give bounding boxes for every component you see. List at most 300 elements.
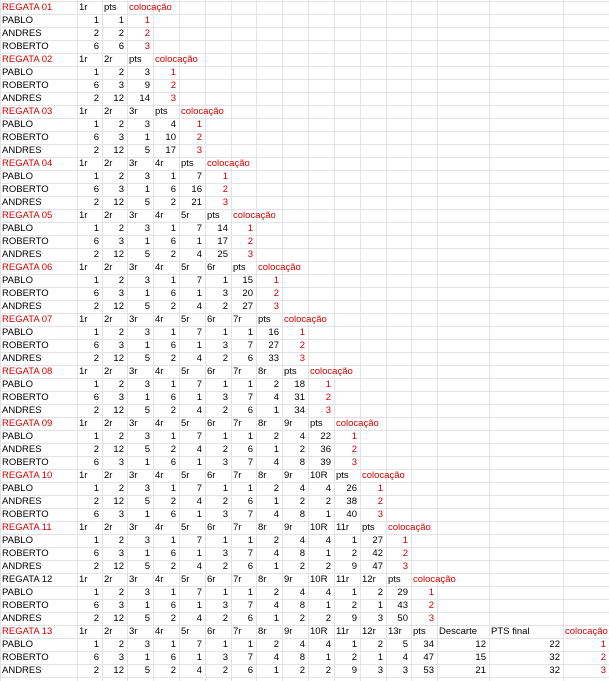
sailor-name-cell[interactable]: ROBERTO: [2, 132, 49, 143]
score-cell[interactable]: 8: [299, 509, 305, 520]
score-cell[interactable]: 1: [144, 457, 150, 468]
score-cell[interactable]: 27: [242, 301, 253, 312]
score-cell[interactable]: 3: [144, 223, 150, 234]
column-header-cell[interactable]: 3r: [129, 314, 138, 325]
score-cell[interactable]: 6: [247, 444, 253, 455]
column-header-cell[interactable]: 11r: [336, 574, 350, 585]
score-cell[interactable]: 6: [93, 236, 99, 247]
score-cell[interactable]: 5: [144, 444, 150, 455]
column-header-cell[interactable]: 6r: [207, 522, 216, 533]
placement-cell[interactable]: 2: [299, 340, 305, 351]
score-cell[interactable]: 7: [196, 327, 202, 338]
score-cell[interactable]: 3: [222, 509, 228, 520]
column-header-cell[interactable]: colocação: [155, 54, 198, 65]
sailor-name-cell[interactable]: PABLO: [2, 379, 33, 390]
column-header-cell[interactable]: 1r: [79, 158, 88, 169]
column-header-cell[interactable]: 1r: [79, 366, 88, 377]
sailor-name-cell[interactable]: ROBERTO: [2, 548, 49, 559]
score-cell[interactable]: 1: [273, 561, 279, 572]
score-cell[interactable]: 1: [196, 340, 202, 351]
score-cell[interactable]: 8: [299, 548, 305, 559]
score-cell[interactable]: 2: [118, 223, 124, 234]
column-header-cell[interactable]: colocação: [362, 470, 405, 481]
score-cell[interactable]: 18: [294, 379, 305, 390]
sailor-name-cell[interactable]: ROBERTO: [2, 652, 49, 663]
placement-cell[interactable]: 2: [377, 496, 383, 507]
score-cell[interactable]: 12: [113, 405, 124, 416]
column-header-cell[interactable]: 7r: [233, 366, 242, 377]
column-header-cell[interactable]: 8r: [258, 626, 267, 637]
score-cell[interactable]: 2: [170, 444, 176, 455]
column-header-cell[interactable]: 9r: [284, 626, 293, 637]
column-header-cell[interactable]: 3r: [129, 210, 138, 221]
score-cell[interactable]: 7: [247, 509, 253, 520]
score-cell[interactable]: 38: [346, 496, 357, 507]
column-header-cell[interactable]: 10R: [310, 470, 328, 481]
score-cell[interactable]: 5: [144, 353, 150, 364]
score-cell[interactable]: 1: [325, 600, 331, 611]
sailor-name-cell[interactable]: PABLO: [2, 483, 33, 494]
score-cell[interactable]: 1: [93, 535, 99, 546]
score-cell[interactable]: 6: [170, 236, 176, 247]
column-header-cell[interactable]: 4r: [155, 262, 164, 273]
score-cell[interactable]: 1: [377, 652, 383, 663]
regata-title-cell[interactable]: REGATA 04: [2, 158, 53, 169]
score-cell[interactable]: 2: [93, 405, 99, 416]
score-cell[interactable]: 12: [113, 301, 124, 312]
score-cell[interactable]: 1: [144, 548, 150, 559]
sailor-name-cell[interactable]: ANDRES: [2, 665, 42, 676]
score-cell[interactable]: 2: [325, 496, 331, 507]
score-cell[interactable]: 2: [377, 587, 383, 598]
column-header-cell[interactable]: 1r: [79, 54, 88, 65]
score-cell[interactable]: 16: [268, 327, 279, 338]
score-cell[interactable]: 2: [222, 561, 228, 572]
score-cell[interactable]: 5: [144, 145, 150, 156]
column-header-cell[interactable]: 12r: [362, 574, 376, 585]
score-cell[interactable]: 3: [144, 119, 150, 130]
score-cell[interactable]: 3: [144, 327, 150, 338]
score-cell[interactable]: 2: [118, 327, 124, 338]
regata-title-cell[interactable]: REGATA 07: [2, 314, 53, 325]
score-cell[interactable]: 5: [144, 496, 150, 507]
column-header-cell[interactable]: PTS final: [491, 626, 530, 637]
score-cell[interactable]: 3: [377, 665, 383, 676]
score-cell[interactable]: 2: [93, 145, 99, 156]
column-header-cell[interactable]: 6r: [207, 262, 216, 273]
column-header-cell[interactable]: pts: [129, 54, 142, 65]
score-cell[interactable]: 5: [144, 197, 150, 208]
score-cell[interactable]: 12: [475, 639, 486, 650]
score-cell[interactable]: 2: [118, 67, 124, 78]
placement-cell[interactable]: 1: [196, 119, 202, 130]
column-header-cell[interactable]: colocação: [565, 626, 608, 637]
placement-cell[interactable]: 2: [351, 444, 357, 455]
column-header-cell[interactable]: pts: [388, 574, 401, 585]
score-cell[interactable]: 3: [222, 392, 228, 403]
column-header-cell[interactable]: 7r: [233, 418, 242, 429]
score-cell[interactable]: 5: [144, 665, 150, 676]
regata-title-cell[interactable]: REGATA 11: [2, 522, 52, 533]
score-cell[interactable]: 6: [93, 509, 99, 520]
column-header-cell[interactable]: colocação: [310, 366, 353, 377]
score-cell[interactable]: 1: [144, 184, 150, 195]
score-cell[interactable]: 1: [144, 132, 150, 143]
score-cell[interactable]: 4: [273, 600, 279, 611]
score-cell[interactable]: 2: [118, 119, 124, 130]
score-cell[interactable]: 1: [93, 223, 99, 234]
column-header-cell[interactable]: colocação: [413, 574, 456, 585]
sailor-name-cell[interactable]: ROBERTO: [2, 80, 49, 91]
score-cell[interactable]: 2: [273, 379, 279, 390]
column-header-cell[interactable]: 10R: [310, 574, 328, 585]
score-cell[interactable]: 6: [93, 548, 99, 559]
regata-title-cell[interactable]: REGATA 13: [2, 626, 53, 637]
placement-cell[interactable]: 2: [247, 236, 253, 247]
column-header-cell[interactable]: 1r: [79, 2, 88, 13]
score-cell[interactable]: 6: [170, 340, 176, 351]
score-cell[interactable]: 2: [351, 548, 357, 559]
score-cell[interactable]: 2: [222, 665, 228, 676]
column-header-cell[interactable]: 7r: [233, 574, 242, 585]
score-cell[interactable]: 7: [196, 535, 202, 546]
sailor-name-cell[interactable]: ROBERTO: [2, 184, 49, 195]
placement-cell[interactable]: 3: [247, 249, 253, 260]
column-header-cell[interactable]: 2r: [104, 210, 113, 221]
sailor-name-cell[interactable]: ANDRES: [2, 613, 42, 624]
column-header-cell[interactable]: pts: [336, 470, 349, 481]
score-cell[interactable]: 36: [320, 444, 331, 455]
score-cell[interactable]: 1: [144, 288, 150, 299]
score-cell[interactable]: 1: [170, 275, 176, 286]
score-cell[interactable]: 1: [222, 379, 228, 390]
column-header-cell[interactable]: 1r: [79, 106, 88, 117]
score-cell[interactable]: 2: [299, 665, 305, 676]
placement-cell[interactable]: 1: [247, 223, 253, 234]
sailor-name-cell[interactable]: PABLO: [2, 431, 33, 442]
score-cell[interactable]: 4: [325, 535, 331, 546]
score-cell[interactable]: 2: [118, 379, 124, 390]
score-cell[interactable]: 1: [351, 587, 357, 598]
regata-title-cell[interactable]: REGATA 06: [2, 262, 53, 273]
column-header-cell[interactable]: 6r: [207, 366, 216, 377]
score-cell[interactable]: 4: [196, 613, 202, 624]
column-header-cell[interactable]: 4r: [155, 314, 164, 325]
column-header-cell[interactable]: pts: [362, 522, 375, 533]
score-cell[interactable]: 4: [299, 483, 305, 494]
score-cell[interactable]: 2: [118, 171, 124, 182]
column-header-cell[interactable]: 8r: [258, 522, 267, 533]
score-cell[interactable]: 3: [222, 457, 228, 468]
column-header-cell[interactable]: 8r: [258, 470, 267, 481]
score-cell[interactable]: 7: [247, 340, 253, 351]
score-cell[interactable]: 1: [196, 392, 202, 403]
score-cell[interactable]: 6: [93, 80, 99, 91]
score-cell[interactable]: 6: [93, 457, 99, 468]
column-header-cell[interactable]: 3r: [129, 626, 138, 637]
column-header-cell[interactable]: 2r: [104, 314, 113, 325]
score-cell[interactable]: 2: [299, 613, 305, 624]
score-cell[interactable]: 2: [93, 561, 99, 572]
column-header-cell[interactable]: 9r: [284, 418, 293, 429]
score-cell[interactable]: 43: [397, 600, 408, 611]
sailor-name-cell[interactable]: PABLO: [2, 639, 33, 650]
score-cell[interactable]: 4: [196, 561, 202, 572]
score-cell[interactable]: 2: [170, 249, 176, 260]
score-cell[interactable]: 1: [170, 327, 176, 338]
score-cell[interactable]: 3: [222, 652, 228, 663]
placement-cell[interactable]: 3: [299, 353, 305, 364]
column-header-cell[interactable]: 11r: [336, 522, 350, 533]
score-cell[interactable]: 6: [93, 600, 99, 611]
score-cell[interactable]: 4: [402, 652, 408, 663]
score-cell[interactable]: 22: [549, 639, 560, 650]
score-cell[interactable]: 1: [196, 652, 202, 663]
score-cell[interactable]: 2: [118, 431, 124, 442]
score-cell[interactable]: 1: [247, 431, 253, 442]
placement-cell[interactable]: 1: [273, 275, 279, 286]
score-cell[interactable]: 15: [475, 652, 486, 663]
score-cell[interactable]: 3: [144, 639, 150, 650]
score-cell[interactable]: 7: [196, 379, 202, 390]
score-cell[interactable]: 6: [247, 561, 253, 572]
placement-cell[interactable]: 1: [299, 327, 305, 338]
column-header-cell[interactable]: 3r: [129, 366, 138, 377]
column-header-cell[interactable]: 5r: [181, 262, 190, 273]
score-cell[interactable]: 34: [294, 405, 305, 416]
score-cell[interactable]: 7: [196, 639, 202, 650]
score-cell[interactable]: 4: [196, 249, 202, 260]
column-header-cell[interactable]: 4r: [155, 366, 164, 377]
score-cell[interactable]: 1: [273, 613, 279, 624]
column-header-cell[interactable]: pts: [233, 262, 246, 273]
score-cell[interactable]: 1: [196, 509, 202, 520]
score-cell[interactable]: 2: [118, 483, 124, 494]
score-cell[interactable]: 1: [377, 600, 383, 611]
column-header-cell[interactable]: 7r: [233, 626, 242, 637]
score-cell[interactable]: 21: [475, 665, 486, 676]
score-cell[interactable]: 2: [170, 496, 176, 507]
score-cell[interactable]: 3: [402, 665, 408, 676]
score-cell[interactable]: 2: [118, 587, 124, 598]
score-cell[interactable]: 16: [191, 184, 202, 195]
sailor-name-cell[interactable]: ANDRES: [2, 405, 42, 416]
column-header-cell[interactable]: 4r: [155, 210, 164, 221]
score-cell[interactable]: 1: [170, 379, 176, 390]
column-header-cell[interactable]: 3r: [129, 418, 138, 429]
sailor-name-cell[interactable]: PABLO: [2, 535, 33, 546]
placement-cell[interactable]: 3: [377, 509, 383, 520]
score-cell[interactable]: 3: [144, 67, 150, 78]
score-cell[interactable]: 3: [144, 275, 150, 286]
score-cell[interactable]: 3: [118, 184, 124, 195]
score-cell[interactable]: 2: [93, 197, 99, 208]
score-cell[interactable]: 1: [325, 509, 331, 520]
sailor-name-cell[interactable]: ANDRES: [2, 197, 42, 208]
score-cell[interactable]: 1: [93, 171, 99, 182]
score-cell[interactable]: 2: [325, 665, 331, 676]
column-header-cell[interactable]: 1r: [79, 210, 88, 221]
score-cell[interactable]: 7: [247, 548, 253, 559]
score-cell[interactable]: 4: [196, 353, 202, 364]
score-cell[interactable]: 2: [222, 353, 228, 364]
score-cell[interactable]: 42: [372, 548, 383, 559]
score-cell[interactable]: 1: [144, 340, 150, 351]
sailor-name-cell[interactable]: PABLO: [2, 275, 33, 286]
score-cell[interactable]: 3: [118, 652, 124, 663]
score-cell[interactable]: 6: [93, 652, 99, 663]
score-cell[interactable]: 6: [93, 184, 99, 195]
score-cell[interactable]: 2: [93, 444, 99, 455]
score-cell[interactable]: 2: [351, 652, 357, 663]
score-cell[interactable]: 2: [93, 665, 99, 676]
score-cell[interactable]: 7: [247, 457, 253, 468]
regata-title-cell[interactable]: REGATA 01: [2, 2, 53, 13]
score-cell[interactable]: 2: [377, 639, 383, 650]
score-cell[interactable]: 3: [118, 80, 124, 91]
column-header-cell[interactable]: 1r: [79, 522, 88, 533]
score-cell[interactable]: 2: [170, 301, 176, 312]
score-cell[interactable]: 2: [273, 483, 279, 494]
column-header-cell[interactable]: 5r: [181, 626, 190, 637]
score-cell[interactable]: 2: [222, 405, 228, 416]
score-cell[interactable]: 1: [273, 665, 279, 676]
column-header-cell[interactable]: 3r: [129, 470, 138, 481]
column-header-cell[interactable]: 9r: [284, 574, 293, 585]
score-cell[interactable]: 25: [217, 249, 228, 260]
placement-cell[interactable]: 1: [600, 639, 606, 650]
score-cell[interactable]: 6: [170, 184, 176, 195]
regata-title-cell[interactable]: REGATA 10: [2, 470, 53, 481]
column-header-cell[interactable]: 12r: [362, 626, 376, 637]
score-cell[interactable]: 47: [423, 652, 434, 663]
score-cell[interactable]: 12: [113, 197, 124, 208]
score-cell[interactable]: 12: [113, 249, 124, 260]
column-header-cell[interactable]: 2r: [104, 54, 113, 65]
column-header-cell[interactable]: 1r: [79, 314, 88, 325]
column-header-cell[interactable]: 2r: [104, 626, 113, 637]
column-header-cell[interactable]: 1r: [79, 418, 88, 429]
column-header-cell[interactable]: pts: [207, 210, 220, 221]
sailor-name-cell[interactable]: PABLO: [2, 327, 33, 338]
score-cell[interactable]: 6: [93, 392, 99, 403]
placement-cell[interactable]: 2: [144, 28, 150, 39]
sailor-name-cell[interactable]: PABLO: [2, 171, 33, 182]
sailor-name-cell[interactable]: ROBERTO: [2, 457, 49, 468]
score-cell[interactable]: 3: [144, 587, 150, 598]
column-header-cell[interactable]: colocação: [129, 2, 172, 13]
score-cell[interactable]: 21: [191, 197, 202, 208]
score-cell[interactable]: 5: [144, 405, 150, 416]
column-header-cell[interactable]: 1r: [79, 574, 88, 585]
column-header-cell[interactable]: pts: [413, 626, 426, 637]
score-cell[interactable]: 8: [299, 652, 305, 663]
placement-cell[interactable]: 3: [600, 665, 606, 676]
score-cell[interactable]: 8: [299, 600, 305, 611]
score-cell[interactable]: 3: [222, 288, 228, 299]
placement-cell[interactable]: 1: [222, 171, 228, 182]
score-cell[interactable]: 2: [93, 28, 99, 39]
score-cell[interactable]: 33: [268, 353, 279, 364]
score-cell[interactable]: 6: [93, 132, 99, 143]
score-cell[interactable]: 12: [113, 93, 124, 104]
score-cell[interactable]: 1: [196, 600, 202, 611]
score-cell[interactable]: 1: [170, 431, 176, 442]
score-cell[interactable]: 1: [222, 431, 228, 442]
score-cell[interactable]: 4: [273, 457, 279, 468]
score-cell[interactable]: 1: [170, 587, 176, 598]
score-cell[interactable]: 2: [93, 301, 99, 312]
column-header-cell[interactable]: 5r: [181, 470, 190, 481]
score-cell[interactable]: 4: [299, 587, 305, 598]
score-cell[interactable]: 3: [222, 600, 228, 611]
column-header-cell[interactable]: 5r: [181, 418, 190, 429]
column-header-cell[interactable]: 1r: [79, 626, 88, 637]
score-cell[interactable]: 1: [273, 496, 279, 507]
score-cell[interactable]: 1: [273, 444, 279, 455]
score-cell[interactable]: 12: [113, 496, 124, 507]
score-cell[interactable]: 3: [118, 548, 124, 559]
score-cell[interactable]: 1: [144, 236, 150, 247]
column-header-cell[interactable]: 7r: [233, 314, 242, 325]
score-cell[interactable]: 22: [320, 431, 331, 442]
score-cell[interactable]: 27: [372, 535, 383, 546]
column-header-cell[interactable]: 4r: [155, 158, 164, 169]
column-header-cell[interactable]: colocação: [284, 314, 327, 325]
sailor-name-cell[interactable]: ROBERTO: [2, 41, 49, 52]
column-header-cell[interactable]: 5r: [181, 522, 190, 533]
score-cell[interactable]: 6: [247, 665, 253, 676]
sailor-name-cell[interactable]: ANDRES: [2, 145, 42, 156]
score-cell[interactable]: 1: [222, 587, 228, 598]
score-cell[interactable]: 8: [299, 457, 305, 468]
column-header-cell[interactable]: 4r: [155, 418, 164, 429]
sailor-name-cell[interactable]: PABLO: [2, 587, 33, 598]
column-header-cell[interactable]: 7r: [233, 522, 242, 533]
score-cell[interactable]: 1: [247, 587, 253, 598]
score-cell[interactable]: 32: [549, 665, 560, 676]
column-header-cell[interactable]: 3r: [129, 106, 138, 117]
score-cell[interactable]: 1: [93, 483, 99, 494]
score-cell[interactable]: 4: [273, 392, 279, 403]
column-header-cell[interactable]: 3r: [129, 158, 138, 169]
column-header-cell[interactable]: pts: [310, 418, 323, 429]
score-cell[interactable]: 4: [273, 652, 279, 663]
score-cell[interactable]: 2: [325, 613, 331, 624]
score-cell[interactable]: 32: [549, 652, 560, 663]
placement-cell[interactable]: 2: [402, 548, 408, 559]
score-cell[interactable]: 2: [170, 665, 176, 676]
score-cell[interactable]: 31: [294, 392, 305, 403]
column-header-cell[interactable]: 9r: [284, 522, 293, 533]
score-cell[interactable]: 7: [196, 483, 202, 494]
sailor-name-cell[interactable]: PABLO: [2, 223, 33, 234]
score-cell[interactable]: 7: [196, 275, 202, 286]
score-cell[interactable]: 10: [165, 132, 176, 143]
score-cell[interactable]: 1: [222, 327, 228, 338]
column-header-cell[interactable]: 10R: [310, 626, 328, 637]
score-cell[interactable]: 5: [144, 249, 150, 260]
column-header-cell[interactable]: 5r: [181, 210, 190, 221]
score-cell[interactable]: 1: [93, 275, 99, 286]
column-header-cell[interactable]: 8r: [258, 366, 267, 377]
score-cell[interactable]: 2: [118, 275, 124, 286]
score-cell[interactable]: 2: [170, 613, 176, 624]
column-header-cell[interactable]: colocação: [233, 210, 276, 221]
score-cell[interactable]: 12: [113, 665, 124, 676]
score-cell[interactable]: 3: [144, 483, 150, 494]
score-cell[interactable]: 2: [299, 444, 305, 455]
